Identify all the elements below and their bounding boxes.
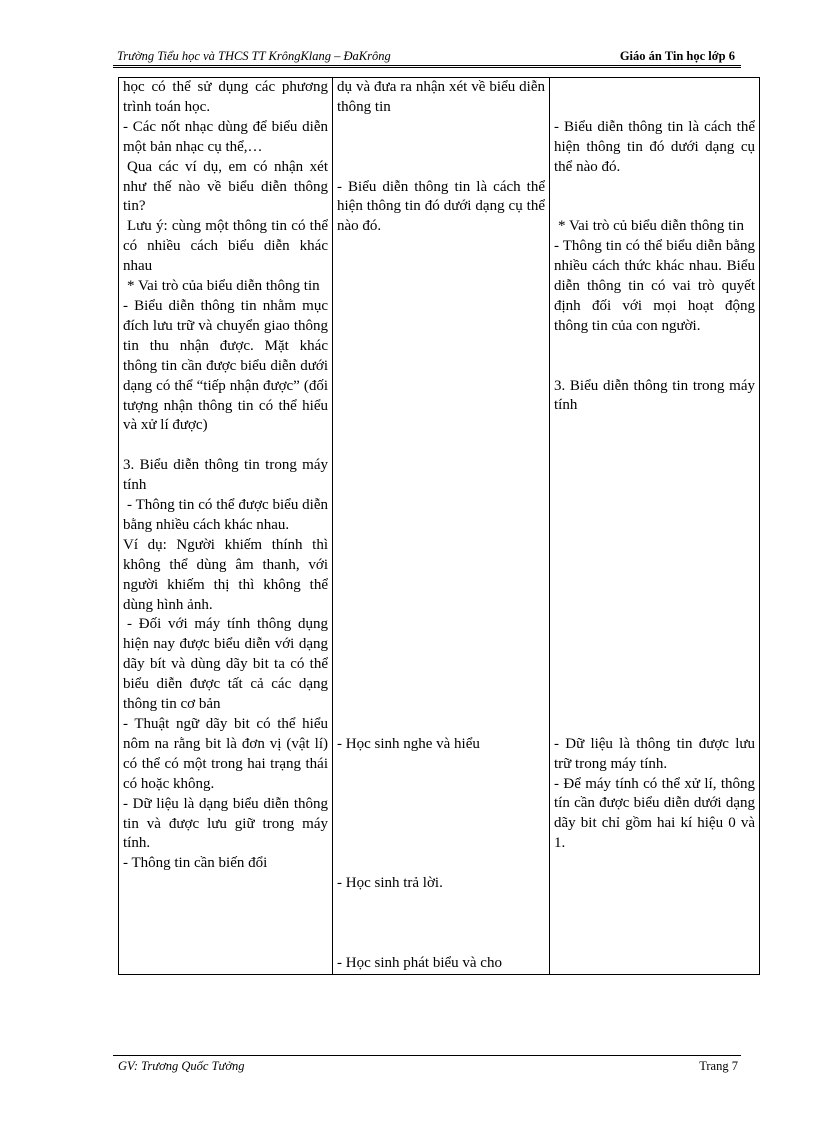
teacher-activity-column (119, 78, 333, 975)
paragraph: Ví dụ: Người khiếm thính thì không thể dùng âm thanh, với người khiếm thị thì không thể dùng hình ảnh. (123, 536, 328, 613)
lesson-table (118, 77, 760, 975)
page-header (113, 47, 741, 66)
content-column (550, 78, 760, 975)
paragraph: 3. Biểu diễn thông tin trong máy tính (554, 377, 755, 414)
header-school: Trường Tiểu học và THCS TT KrôngKlang – ĐaKrông (117, 49, 391, 63)
paragraph: - Dữ liệu là thông tin được lưu trữ trong máy tính. (554, 735, 755, 772)
paragraph: - Thuật ngữ dãy bit có thể hiểu nôm na rằng bit là đơn vị (vật lí) có thể có một trong hai trạng thái có hoặc không. (123, 715, 328, 792)
paragraph: 3. Biểu diễn thông tin trong máy tính (123, 457, 328, 494)
footer-divider (113, 1055, 741, 1056)
paragraph: Qua các ví dụ, em có nhận xét như thế nào về biểu diễn thông tin? (123, 158, 328, 215)
paragraph: - Để máy tính có thể xử lí, thông tín cần được biểu diễn dưới dạng dãy bit chỉ gồm hai kí hiệu 0 và 1. (554, 775, 755, 852)
paragraph: học có thể sử dụng các phương trình toán học. (123, 79, 328, 115)
paragraph: * Vai trò củ biểu diễn thông tin (558, 218, 744, 235)
paragraph: - Đối với máy tính thông dụng hiện nay được biểu diễn với dạng dãy bít và dùng dãy bit ta có thể biểu diễn được tất cả các dạng thông tin cơ bản (123, 616, 328, 713)
paragraph: - Học sinh nghe và hiểu (337, 735, 480, 752)
paragraph: dụ và đưa ra nhận xét về biểu diễn thông tin (337, 79, 545, 115)
paragraph: - Thông tin có thể biểu diễn bằng nhiều cách thức khác nhau. Biểu diễn thông tin có vai trò quyết định đối với mọi hoạt động thông tin của con người. (554, 238, 755, 334)
paragraph: - Dữ liệu là dạng biểu diễn thông tin và được lưu giữ trong máy tính. (123, 795, 328, 852)
header-subject: Giáo án Tin học lớp 6 (619, 49, 735, 63)
paragraph: Lưu ý: cùng một thông tin có thể có nhiều cách biểu diễn khác nhau (123, 218, 328, 275)
paragraph: - Thông tin cần biến đổi (123, 855, 268, 872)
paragraph: - Học sinh trả lời. (337, 875, 443, 892)
paragraph: * Vai trò của biểu diễn thông tin (127, 278, 320, 295)
footer-teacher: GV: Trương Quốc Tưởng (118, 1059, 245, 1073)
paragraph: - Các nốt nhạc dùng để biểu diễn một bản nhạc cụ thể,… (123, 118, 328, 155)
paragraph: - Học sinh phát biểu và cho (337, 954, 502, 971)
table-row (119, 78, 760, 975)
paragraph: - Biểu diễn thông tin là cách thể hiện thông tin đó dưới dạng cụ thể nào đó. (337, 178, 545, 235)
paragraph: - Biểu diễn thông tin là cách thể hiện thông tin đó dưới dạng cụ thể nào đó. (554, 118, 755, 175)
student-activity-column (333, 78, 550, 975)
paragraph: - Thông tin có thể được biểu diễn bằng nhiều cách khác nhau. (123, 497, 328, 533)
paragraph: - Biểu diễn thông tin nhằm mục đích lưu trữ và chuyển giao thông tin thu nhận được. Mặt khác thông tin cần được biểu diễn dưới dạng có thể “tiếp nhận được” (đối tượng nhận thông tin có thể hiểu và xử lí được) (123, 297, 328, 434)
footer-page-number: Trang 7 (699, 1059, 738, 1073)
header-divider (113, 67, 741, 68)
